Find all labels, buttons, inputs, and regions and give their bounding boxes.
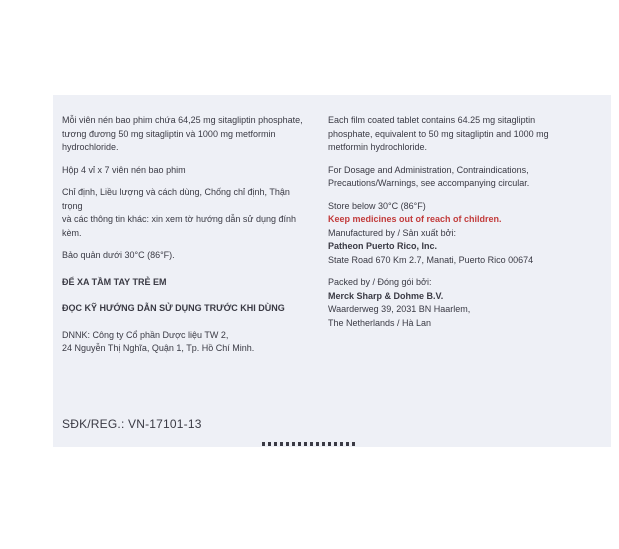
indications-vi-line: Chỉ định, Liều lượng và cách dùng, Chống chỉ định, Thận trọng xyxy=(62,187,290,211)
perforation-marks xyxy=(262,442,355,446)
importer-vi-line: 24 Nguyễn Thị Nghĩa, Quận 1, Tp. Hồ Chí Minh. xyxy=(62,343,255,353)
packer-name: Merck Sharp & Dohme B.V. xyxy=(328,290,444,301)
manufacturer-address: State Road 670 Km 2.7, Manati, Puerto Rico 00674 xyxy=(328,254,534,265)
composition-vi-line: Mỗi viên nén bao phim chứa 64,25 mg sitagliptin phosphate, xyxy=(62,115,303,125)
warning-children-vi: ĐỂ XA TẦM TAY TRẺ EM xyxy=(62,276,167,287)
dosage-en-line: For Dosage and Administration, Contraindications, xyxy=(328,164,529,175)
pack-size-vi: Hộp 4 vỉ x 7 viên nén bao phim xyxy=(62,164,186,175)
composition-en-line: phosphate, equivalent to 50 mg sitagliptin and 1000 mg xyxy=(328,128,549,139)
composition-en-line: Each film coated tablet contains 64.25 mg sitagliptin xyxy=(328,115,536,125)
composition-vi-line: tương đương 50 mg sitagliptin và 1000 mg metformin xyxy=(62,128,276,139)
registration-number: SĐK/REG.: VN-17101-13 xyxy=(62,417,202,431)
dosage-en-line: Precautions/Warnings, see accompanying circular. xyxy=(328,178,530,188)
english-column xyxy=(328,114,593,330)
keep-away-warning: Keep medicines out of reach of children. xyxy=(328,214,502,224)
importer-vi-line: DNNK: Công ty Cổ phần Dược liệu TW 2, xyxy=(62,329,229,340)
composition-en-line: metformin hydrochloride. xyxy=(328,142,428,152)
packed-label: Packed by / Đóng gói bởi: xyxy=(328,277,432,287)
storage-en: Store below 30°C (86°F) xyxy=(328,200,426,211)
manufactured-label: Manufactured by / Sản xuất bởi: xyxy=(328,227,456,238)
warning-read-instructions-vi: ĐỌC KỸ HƯỚNG DẪN SỬ DỤNG TRƯỚC KHI DÙNG xyxy=(62,303,285,313)
storage-vi: Bảo quản dưới 30°C (86°F). xyxy=(62,250,175,260)
manufacturer-name: Patheon Puerto Rico, Inc. xyxy=(328,241,438,251)
packer-address-line: Waarderweg 39, 2031 BN Haarlem, xyxy=(328,304,471,314)
indications-vi-line: và các thông tin khác: xin xem tờ hướng dẫn sử dụng đính kèm. xyxy=(62,214,296,238)
vietnamese-column xyxy=(62,114,307,356)
composition-vi-line: hydrochloride. xyxy=(62,142,119,152)
packer-address-line: The Netherlands / Hà Lan xyxy=(328,317,432,328)
